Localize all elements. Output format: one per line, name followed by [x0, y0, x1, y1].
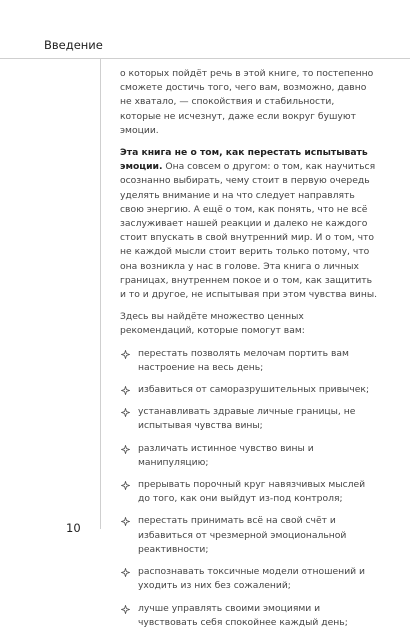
- margin-divider: [100, 59, 101, 529]
- list-item-text: устанавливать здравые личные границы, не испытывая чувства вины;: [138, 406, 356, 432]
- four-point-star-icon: [121, 386, 130, 395]
- paragraph-book-purpose: [120, 146, 378, 302]
- four-point-star-icon: [121, 568, 130, 577]
- paragraph-intro-continuation: о которых пойдёт речь в этой книге, то постепенно сможете достичь того, чего вам, возможно, давно не хватало, — спокойствия и стабильности, которые не исчезнут, даже если вокруг бушуют эмоции.: [120, 68, 374, 136]
- list-item: [120, 405, 378, 433]
- list-item: [120, 442, 378, 470]
- list-item-text: избавиться от саморазрушительных привычек;: [138, 384, 370, 396]
- list-item: [120, 514, 378, 557]
- four-point-star-icon: [121, 605, 130, 614]
- list-item-text: различать истинное чувство вины и манипуляцию;: [138, 442, 314, 468]
- paragraph-list-intro: Здесь вы найдёте множество ценных рекомендаций, которые помогут вам:: [120, 311, 305, 337]
- list-item: [120, 602, 378, 630]
- list-item-text: перестать позволять мелочам портить вам настроение на весь день;: [138, 347, 349, 373]
- four-point-star-icon: [121, 445, 130, 454]
- list-item-text: лучше управлять своими эмоциями и чувствовать себя спокойнее каждый день;: [138, 602, 348, 628]
- body-text: [120, 67, 378, 638]
- list-item: [120, 383, 378, 397]
- list-item-text: прерывать порочный круг навязчивых мыслей до того, как они выйдут из-под контроля;: [138, 479, 366, 505]
- paragraph-book-purpose-text: Она совсем о другом: о том, как научиться осознанно выбирать, чему стоит в первую очередь уделять внимание и на что следует направлять свою энергию. А ещё о том, как понять, что не всё заслуживает нашей реакции и далеко не каждого стоит впускать в свой внутренний мир. И о том, что не каждой мысли стоит верить только потому, что она возникла у нас в голове. Эта книга о личных границах, внутреннем покое и о том, как защитить и то и другое, не испытывая при этом чувства вины.: [120, 161, 378, 301]
- four-point-star-icon: [121, 350, 130, 359]
- four-point-star-icon: [121, 408, 130, 417]
- four-point-star-icon: [121, 517, 130, 526]
- list-item: [120, 347, 378, 375]
- recommendations-list: [120, 347, 378, 630]
- list-item: [120, 478, 378, 506]
- list-item-text: распознавать токсичные модели отношений и уходить из них без сожалений;: [138, 566, 366, 592]
- running-header: Введение: [44, 38, 103, 52]
- list-item-text: перестать принимать всё на свой счёт и избавиться от чрезмерной эмоциональной реактивности;: [138, 515, 347, 555]
- list-item: [120, 565, 378, 593]
- page-number: 10: [66, 521, 81, 535]
- header-divider: [0, 58, 410, 59]
- four-point-star-icon: [121, 481, 130, 490]
- emphasis-statement: Эта книга не о том, как перестать испытывать эмоции.: [120, 147, 368, 173]
